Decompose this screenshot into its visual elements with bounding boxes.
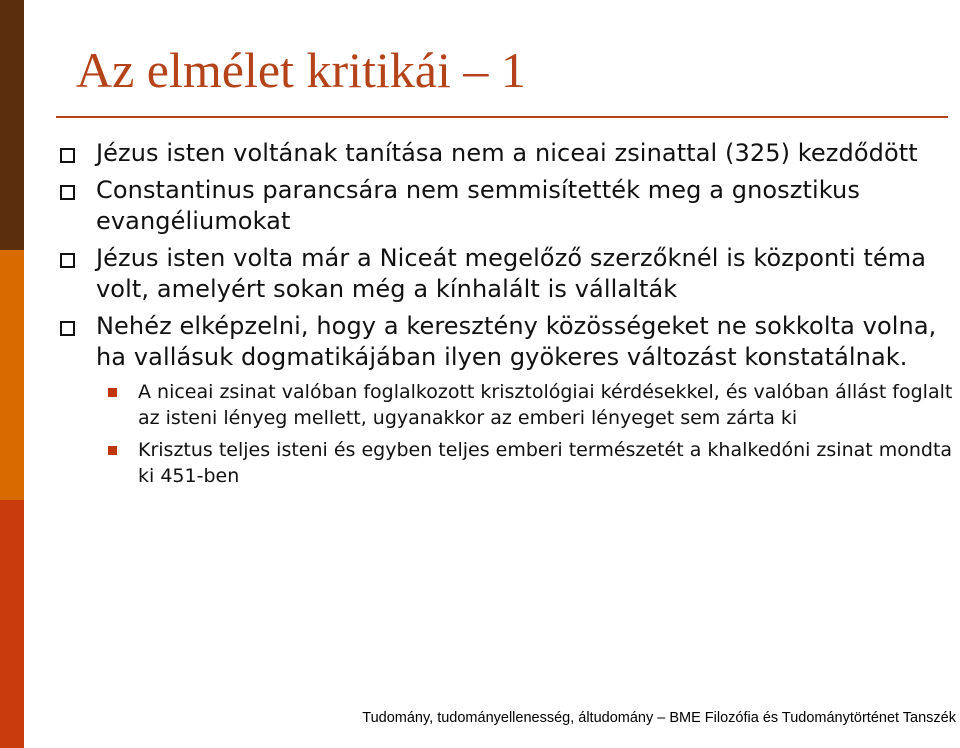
- sub-bullet-text: A niceai zsinat valóban foglalkozott krisztológiai kérdésekkel, és valóban állást foglalt az isteni lényeg mellett, ugyanakkor az emberi lényeget sem zárta ki: [138, 381, 953, 429]
- bullet-item: [58, 175, 948, 237]
- slide-title: Az elmélet kritikái – 1: [76, 42, 526, 98]
- bullet-item: [58, 138, 948, 169]
- sidebar-decoration: [0, 0, 24, 748]
- bullet-item: [58, 311, 948, 373]
- slide-content: [58, 138, 953, 495]
- sidebar-band-dark: [0, 0, 24, 250]
- hollow-square-bullet-icon: [60, 253, 75, 268]
- hollow-square-bullet-icon: [60, 148, 75, 163]
- sub-bullet-item: [104, 379, 956, 431]
- sidebar-band-red: [0, 500, 24, 748]
- filled-square-bullet-icon: [108, 388, 117, 397]
- hollow-square-bullet-icon: [60, 185, 75, 200]
- bullet-text: Nehéz elképzelni, hogy a keresztény közösségeket ne sokkolta volna, ha vallásuk dogmatikájában ilyen gyökeres változást konstatálnak.: [96, 312, 937, 371]
- sub-bullet-item: [104, 437, 956, 489]
- slide-footer: Tudomány, tudományellenesség, áltudomány – BME Filozófia és Tudománytörténet Tanszék: [362, 710, 956, 726]
- sub-bullet-text: Krisztus teljes isteni és egyben teljes emberi természetét a khalkedóni zsinat mondta ki 451-ben: [138, 439, 953, 487]
- bullet-text: Constantinus parancsára nem semmisítették meg a gnosztikus evangéliumokat: [96, 176, 860, 235]
- sub-bullet-list: [104, 379, 956, 489]
- bullet-text: Jézus isten volta már a Niceát megelőző szerzőknél is központi téma volt, amelyért sokan még a kínhalált is vállalták: [96, 244, 927, 303]
- filled-square-bullet-icon: [108, 446, 117, 455]
- bullet-item: [58, 243, 948, 305]
- hollow-square-bullet-icon: [60, 321, 75, 336]
- title-divider: [56, 116, 948, 118]
- bullet-text: Jézus isten voltának tanítása nem a niceai zsinattal (325) kezdődött: [96, 139, 918, 167]
- sidebar-band-orange: [0, 250, 24, 500]
